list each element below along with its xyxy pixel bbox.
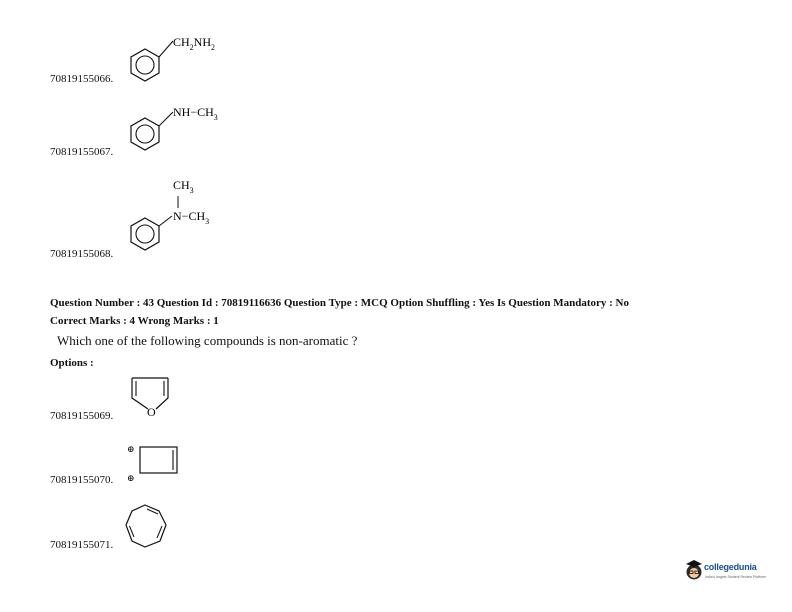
svg-text:CH3: $CH_3$ [173, 178, 194, 195]
option-id: 70819155068. [50, 248, 114, 260]
svg-text:⊕: ⊕ [127, 444, 135, 454]
brand-tagline: India's largest Student Review Platform [705, 575, 766, 579]
n-n-dimethylaniline-structure [118, 176, 258, 252]
furan-structure [124, 374, 184, 420]
option-id: 70819155071. [50, 539, 114, 551]
collegedunia-logo [684, 556, 770, 586]
svg-text:O: O [147, 405, 156, 419]
n-methylaniline-structure [118, 100, 258, 156]
option-id: 70819155070. [50, 474, 114, 486]
question-meta: Question Number : 43 Question Id : 70819116636 Question Type : MCQ Option Shuffling : Yes Is Question Mandatory : No [50, 297, 629, 309]
option-id: 70819155066. [50, 73, 114, 85]
brand-name: collegedunia [704, 562, 757, 572]
question-text: Which one of the following compounds is non-aromatic ? [57, 333, 358, 348]
svg-text:NH−CH3: $NH-CH_3$ [173, 105, 218, 122]
question-marks: Correct Marks : 4 Wrong Marks : 1 [50, 315, 219, 327]
options-label: Options : [50, 357, 94, 369]
svg-text:N−CH3: $N-CH_3$ [173, 209, 210, 226]
svg-text:CH2NH2: $CH_2NH_2$ [173, 35, 216, 52]
option-id: 70819155069. [50, 410, 114, 422]
cyclobutadiene-dication-structure [124, 438, 188, 482]
cycloheptatriene-structure [124, 502, 174, 550]
benzylamine-structure [118, 28, 248, 84]
svg-text:⊕: ⊕ [127, 473, 135, 483]
option-id: 70819155067. [50, 146, 114, 158]
